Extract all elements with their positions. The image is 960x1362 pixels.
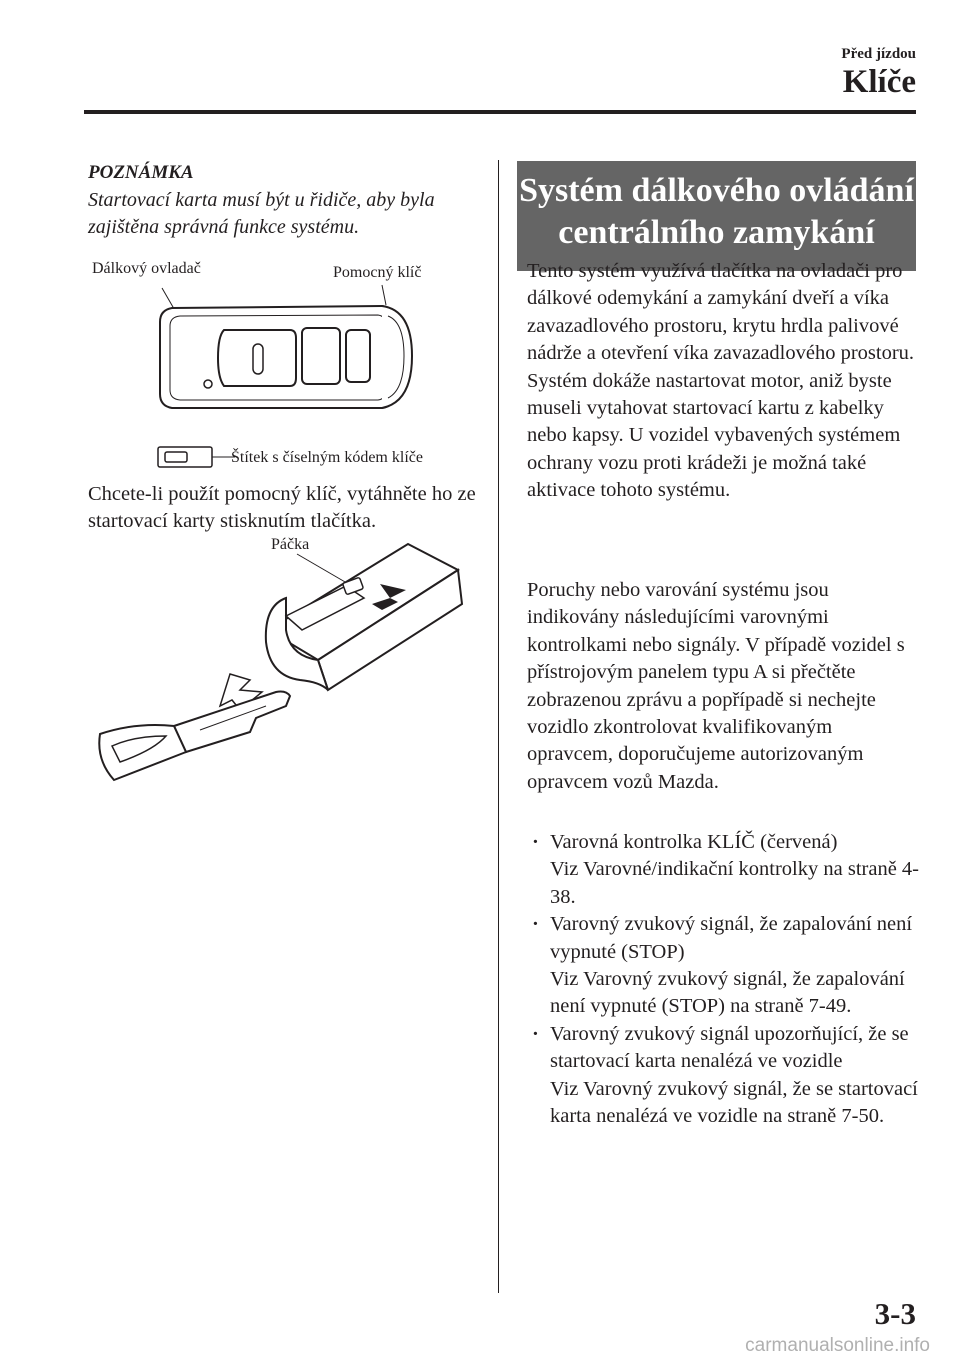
panic-button	[346, 330, 370, 382]
warning-item-reference: Viz Varovné/indikační kontrolky na straně 4-38.	[550, 858, 919, 908]
warning-item	[527, 1021, 919, 1131]
button-divider-mark	[253, 344, 263, 374]
watermark: carmanualsonline.info	[745, 1335, 930, 1356]
warning-item	[527, 911, 919, 1021]
chapter-title: Klíče	[842, 64, 916, 100]
warning-list	[527, 829, 919, 1130]
label-lever: Páčka	[271, 536, 310, 553]
warning-item-title: · Varovný zvukový signál, že zapalování není vypnuté (STOP)	[550, 913, 913, 963]
section-banner	[517, 161, 916, 271]
warning-description: Poruchy nebo varování systému jsou indikovány následujícími varovnými kontrolkami nebo signály. V případě vozidel s přístrojovým panelem typu A si přečtěte zobrazenou zprávu a popřípadě si nechejte vozidlo zkontrolovat kvalifikovaným opravcem, doporučujeme autorizovaným opravcem vozů Mazda.	[527, 579, 905, 793]
warning-item-title: · Varovný zvukový signál upozorňující, že se startovací karta nenalézá ve vozidle	[550, 1022, 909, 1073]
label-key-tag: Štítek s číselným kódem klíče	[231, 449, 423, 466]
smart-card-illustration	[150, 280, 420, 420]
banner-line-1: Systém dálkového ovládání	[519, 172, 914, 209]
key-code-tag-illustration	[157, 445, 237, 469]
label-aux-key: Pomocný klíč	[333, 264, 422, 281]
warning-item-reference: Viz Varovný zvukový signál, že se startovací karta nenalézá ve vozidle na straně 7-50.	[550, 1077, 918, 1128]
warning-item-title: · Varovná kontrolka KLÍČ (červená)	[550, 831, 838, 853]
column-divider	[498, 160, 499, 1293]
page-number: 3-3	[874, 1296, 916, 1331]
trunk-button	[302, 328, 340, 384]
indicator-light	[204, 380, 212, 388]
header-rule	[84, 110, 916, 114]
aux-key-removal-illustration	[90, 540, 470, 790]
aux-key-cap	[382, 306, 412, 408]
leader-aux-key	[382, 285, 386, 305]
leader-lever	[297, 554, 352, 586]
instruction-paragraph: Chcete-li použít pomocný klíč, vytáhněte ho ze startovací karty stisknutím tlačítka.	[88, 483, 476, 533]
warning-item-reference: Viz Varovný zvukový signál, že zapalování není vypnuté (STOP) na straně 7-49.	[550, 968, 905, 1018]
system-description: Tento systém využívá tlačítka na ovladači pro dálkové odemykání a zamykání dveří a víka zavazadlového prostoru, krytu hrdla palivové nádrže a otevření víka zavazadlového prostoru. Systém dokáže nastartovat motor, aniž byste museli vytahovat startovací kartu z kabelky nebo kapsy. U vozidel vybavených systémem ochrany vozu proti krádeži je možná také aktivace tohoto systému.	[527, 260, 915, 502]
label-remote: Dálkový ovladač	[92, 260, 201, 277]
note-text: Startovací karta musí být u řidiče, aby byla zajištěna správná funkce systému.	[88, 189, 435, 238]
section-title: Před jízdou	[841, 46, 916, 62]
warning-item	[527, 829, 919, 911]
banner-line-2: centrálního zamykání	[558, 214, 875, 251]
note-heading: POZNÁMKA	[88, 162, 194, 183]
